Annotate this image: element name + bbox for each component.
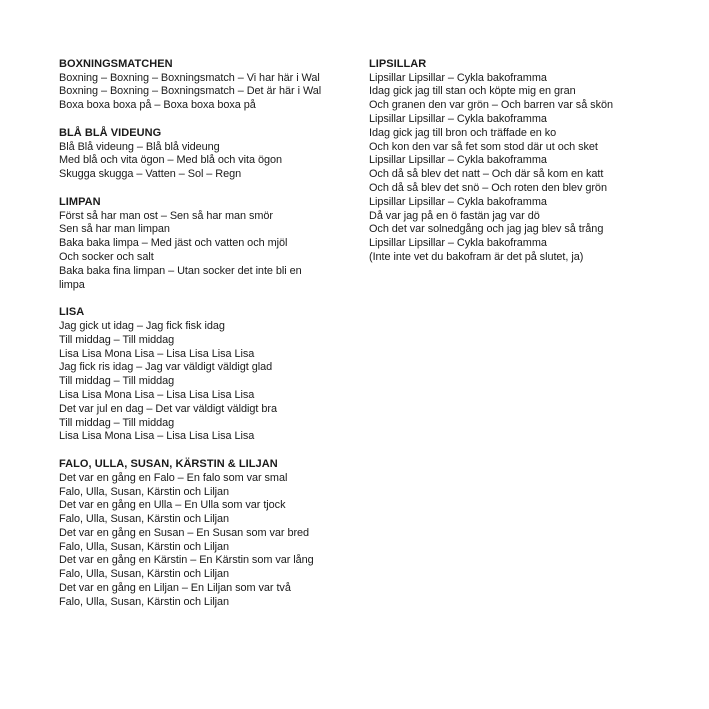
song-lyrics <box>59 210 349 293</box>
song-lyrics <box>59 320 349 444</box>
lyric-line: Det var en gång en Kärstin – En Kärstin som var lång <box>59 554 314 567</box>
lyric-line: Jag gick ut idag – Jag fick fisk idag <box>59 319 225 332</box>
lyric-line: Och då så blev det snö – Och roten den blev grön <box>369 181 607 194</box>
lyric-line: Och granen den var grön – Och barren var så skön <box>369 99 613 112</box>
lyric-line: Till middag – Till middag <box>59 333 175 346</box>
right-column <box>369 58 659 279</box>
lyric-line: Och då så blev det natt – Och där så kom en katt <box>369 168 604 181</box>
lyric-line: Boxning – Boxning – Boxningsmatch – Det är här i Wal <box>59 85 322 98</box>
lyric-line: Det var en gång en Susan – En Susan som var bred <box>59 526 310 539</box>
lyric-line: Lisa Lisa Mona Lisa – Lisa Lisa Lisa Lisa <box>59 347 255 360</box>
song-boxningsmatchen <box>59 58 349 113</box>
lyric-line: Det var en gång en Falo – En falo som var smal <box>59 471 288 484</box>
lyric-line: (Inte inte vet du bakofram är det på slutet, ja) <box>369 250 584 263</box>
lyric-line: Blå Blå videung – Blå blå videung <box>59 140 220 153</box>
song-falo-ulla-susan-karstin-liljan <box>59 458 349 610</box>
lyric-line: Baka baka limpa – Med jäst och vatten och mjöl <box>59 237 288 250</box>
lyric-line: limpa <box>59 278 85 291</box>
lyric-line: Och kon den var så fet som stod där ut och sket <box>369 140 598 153</box>
lyric-line: Boxning – Boxning – Boxningsmatch – Vi har här i Wal <box>59 71 320 84</box>
lyric-line: Falo, Ulla, Susan, Kärstin och Liljan <box>59 513 230 526</box>
lyric-line: Då var jag på en ö fastän jag var dö <box>369 209 540 222</box>
lyric-line: Boxa boxa boxa på – Boxa boxa boxa på <box>59 99 256 112</box>
lyric-line: Lipsillar Lipsillar – Cykla bakoframma <box>369 237 547 250</box>
song-lyrics <box>369 72 659 265</box>
lyric-line: Falo, Ulla, Susan, Kärstin och Liljan <box>59 595 230 608</box>
song-limpan <box>59 196 349 292</box>
lyric-line: Skugga skugga – Vatten – Sol – Regn <box>59 168 242 181</box>
lyric-line: Det var en gång en Ulla – En Ulla som var tjock <box>59 499 286 512</box>
song-title: LIPSILLAR <box>369 58 427 70</box>
lyric-line: Och socker och salt <box>59 250 154 263</box>
song-lyrics <box>59 141 349 182</box>
lyric-line: Falo, Ulla, Susan, Kärstin och Liljan <box>59 568 230 581</box>
lyric-line: Det var en gång en Liljan – En Liljan som var två <box>59 582 291 595</box>
lyric-line: Lisa Lisa Mona Lisa – Lisa Lisa Lisa Lisa <box>59 430 255 443</box>
lyric-line: Och det var solnedgång och jag jag blev så trång <box>369 223 604 236</box>
lyric-line: Falo, Ulla, Susan, Kärstin och Liljan <box>59 485 230 498</box>
song-title: BOXNINGSMATCHEN <box>59 58 173 70</box>
lyric-line: Lipsillar Lipsillar – Cykla bakoframma <box>369 195 547 208</box>
lyric-line: Falo, Ulla, Susan, Kärstin och Liljan <box>59 540 230 553</box>
left-column <box>59 58 349 624</box>
lyric-line: Lipsillar Lipsillar – Cykla bakoframma <box>369 154 547 167</box>
lyric-line: Lipsillar Lipsillar – Cykla bakoframma <box>369 112 547 125</box>
lyric-line: Sen så har man limpan <box>59 223 170 236</box>
song-title: FALO, ULLA, SUSAN, KÄRSTIN & LILJAN <box>59 458 278 471</box>
lyric-line: Till middag – Till middag <box>59 416 175 429</box>
song-lipsillar <box>369 58 659 265</box>
lyric-line: Lipsillar Lipsillar – Cykla bakoframma <box>369 71 547 84</box>
song-title: LISA <box>59 306 85 319</box>
song-lyrics <box>59 472 349 610</box>
lyric-line: Jag fick ris idag – Jag var väldigt väldigt glad <box>59 361 273 374</box>
song-bla-bla-videung <box>59 127 349 182</box>
lyric-line: Baka baka fina limpan – Utan socker det inte bli en <box>59 264 302 277</box>
lyric-line: Det var jul en dag – Det var väldigt väldigt bra <box>59 402 277 415</box>
lyric-line: Till middag – Till middag <box>59 375 175 388</box>
song-lyrics <box>59 72 349 113</box>
song-lisa <box>59 306 349 444</box>
song-title: BLÅ BLÅ VIDEUNG <box>59 126 162 139</box>
lyric-line: Först så har man ost – Sen så har man smör <box>59 209 273 222</box>
lyric-line: Med blå och vita ögon – Med blå och vita ögon <box>59 154 282 167</box>
lyric-line: Lisa Lisa Mona Lisa – Lisa Lisa Lisa Lisa <box>59 388 255 401</box>
song-title: LIMPAN <box>59 195 101 208</box>
lyric-line: Idag gick jag till stan och köpte mig en gran <box>369 85 576 98</box>
lyric-line: Idag gick jag till bron och träffade en ko <box>369 126 557 139</box>
